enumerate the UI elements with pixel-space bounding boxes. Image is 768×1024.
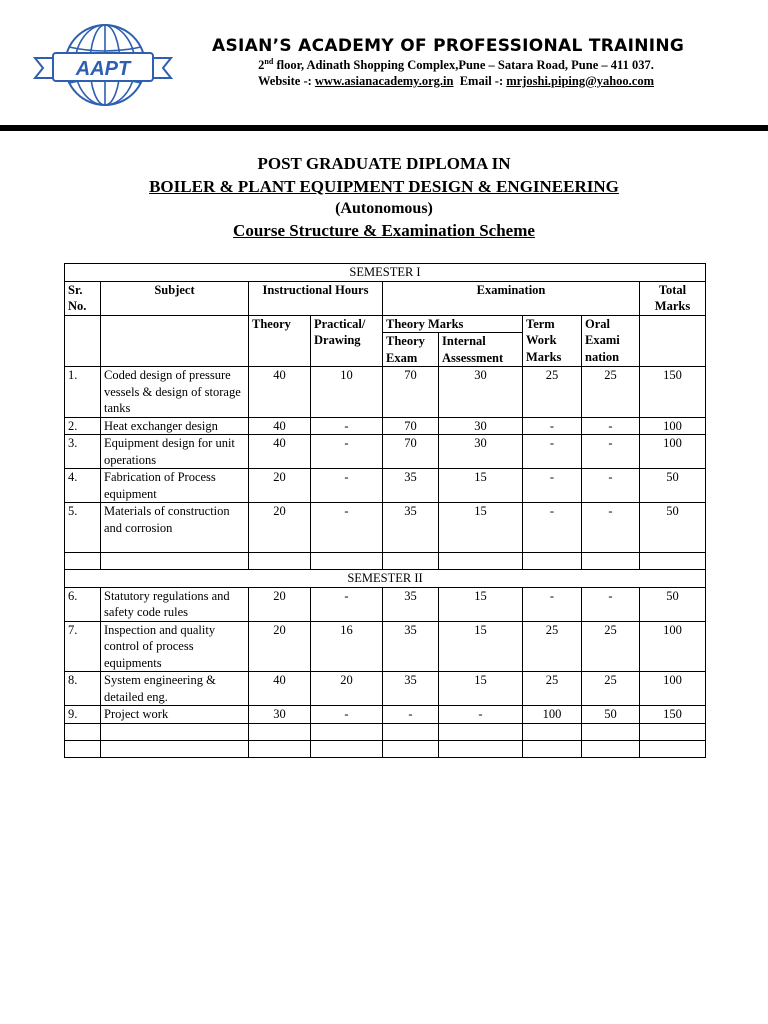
cell-practical-hours: -: [311, 706, 383, 724]
cell-subject: System engineering & detailed eng.: [101, 672, 249, 706]
table-row: [65, 417, 706, 435]
cell-practical-hours: -: [311, 503, 383, 553]
header-empty: [65, 315, 101, 367]
cell-total-marks: 100: [640, 435, 706, 469]
blank-cell: [65, 740, 101, 757]
website-label: Website -:: [257, 74, 315, 88]
cell-oral-exam: -: [582, 469, 640, 503]
blank-cell: [439, 553, 523, 570]
header-row-1: [65, 281, 706, 315]
blank-cell: [582, 740, 640, 757]
blank-cell: [439, 740, 523, 757]
cell-theory-exam: 35: [383, 503, 439, 553]
cell-internal-assessment: 15: [439, 587, 523, 621]
cell-internal-assessment: 15: [439, 469, 523, 503]
table-row: [65, 706, 706, 724]
cell-sr-no: 7.: [65, 621, 101, 672]
blank-cell: [582, 553, 640, 570]
cell-subject: Equipment design for unit operations: [101, 435, 249, 469]
header-row-2: [65, 315, 706, 333]
blank-cell: [101, 553, 249, 570]
header-examination: Examination: [383, 281, 640, 315]
blank-cell: [101, 723, 249, 740]
blank-cell: [640, 740, 706, 757]
contact-line: [196, 74, 716, 89]
cell-theory-hours: 40: [249, 417, 311, 435]
blank-cell: [640, 553, 706, 570]
cell-subject: Fabrication of Process equipment: [101, 469, 249, 503]
cell-internal-assessment: 30: [439, 435, 523, 469]
semester-row: [65, 264, 706, 282]
header-empty: [640, 315, 706, 367]
title-line-3: (Autonomous): [335, 200, 433, 217]
blank-cell: [523, 740, 582, 757]
cell-total-marks: 100: [640, 417, 706, 435]
cell-theory-hours: 20: [249, 469, 311, 503]
header-sr-no: Sr. No.: [65, 281, 101, 315]
table-row: [65, 587, 706, 621]
table-row: [65, 367, 706, 418]
cell-total-marks: 50: [640, 469, 706, 503]
header-theory-exam: Theory Exam: [383, 333, 439, 367]
cell-oral-exam: -: [582, 503, 640, 553]
cell-total-marks: 50: [640, 503, 706, 553]
cell-practical-hours: 20: [311, 672, 383, 706]
title-line-1: POST GRADUATE DIPLOMA IN: [257, 154, 511, 173]
cell-theory-exam: 70: [383, 435, 439, 469]
cell-oral-exam: 25: [582, 621, 640, 672]
aapt-logo: [33, 22, 173, 108]
cell-subject: Heat exchanger design: [101, 417, 249, 435]
cell-subject: Statutory regulations and safety code rules: [101, 587, 249, 621]
email-link[interactable]: mrjoshi.piping@yahoo.com: [506, 74, 655, 88]
cell-term-work: -: [523, 469, 582, 503]
cell-subject: Materials of construction and corrosion: [101, 503, 249, 553]
blank-row: [65, 723, 706, 740]
blank-cell: [311, 553, 383, 570]
semester-2-label: SEMESTER II: [65, 570, 706, 588]
cell-oral-exam: -: [582, 435, 640, 469]
organization-name: ASIAN’S ACADEMY OF PROFESSIONAL TRAINING: [212, 36, 685, 56]
cell-theory-hours: 40: [249, 367, 311, 418]
cell-sr-no: 9.: [65, 706, 101, 724]
blank-row: [65, 553, 706, 570]
cell-sr-no: 2.: [65, 417, 101, 435]
cell-theory-exam: 35: [383, 672, 439, 706]
examination-scheme-table: [64, 263, 706, 758]
table-row: [65, 672, 706, 706]
blank-cell: [383, 553, 439, 570]
cell-theory-exam: 35: [383, 621, 439, 672]
header-instructional-hours: Instructional Hours: [249, 281, 383, 315]
cell-term-work: -: [523, 435, 582, 469]
cell-practical-hours: -: [311, 469, 383, 503]
blank-cell: [65, 723, 101, 740]
cell-theory-exam: 70: [383, 417, 439, 435]
cell-internal-assessment: 15: [439, 621, 523, 672]
header-oral-examination: Oral Exami nation: [582, 315, 640, 367]
cell-practical-hours: 16: [311, 621, 383, 672]
cell-theory-hours: 40: [249, 672, 311, 706]
table-row: [65, 435, 706, 469]
cell-oral-exam: -: [582, 587, 640, 621]
cell-theory-exam: 35: [383, 587, 439, 621]
cell-sr-no: 4.: [65, 469, 101, 503]
cell-term-work: 25: [523, 672, 582, 706]
cell-total-marks: 50: [640, 587, 706, 621]
header-practical-drawing: Practical/ Drawing: [311, 315, 383, 367]
cell-oral-exam: -: [582, 417, 640, 435]
cell-theory-hours: 20: [249, 503, 311, 553]
cell-term-work: -: [523, 503, 582, 553]
address-text: floor, Adinath Shopping Complex,Pune – Satara Road, Pune – 411 037.: [273, 58, 654, 73]
cell-practical-hours: 10: [311, 367, 383, 418]
cell-sr-no: 3.: [65, 435, 101, 469]
header-subject: Subject: [101, 281, 249, 315]
cell-internal-assessment: -: [439, 706, 523, 724]
blank-cell: [523, 723, 582, 740]
table-row: [65, 503, 706, 553]
header-empty: [101, 315, 249, 367]
address-floor-suffix: nd: [264, 57, 274, 66]
blank-cell: [640, 723, 706, 740]
blank-cell: [439, 723, 523, 740]
header-internal-assessment: Internal Assessment: [439, 333, 523, 367]
cell-subject: Project work: [101, 706, 249, 724]
cell-theory-hours: 30: [249, 706, 311, 724]
blank-cell: [383, 740, 439, 757]
cell-theory-exam: 35: [383, 469, 439, 503]
cell-oral-exam: 25: [582, 367, 640, 418]
header-term-work-marks: Term Work Marks: [523, 315, 582, 367]
blank-cell: [311, 723, 383, 740]
header-total-marks: Total Marks: [640, 281, 706, 315]
logo-text: AAPT: [75, 58, 131, 80]
cell-total-marks: 100: [640, 621, 706, 672]
cell-theory-exam: 70: [383, 367, 439, 418]
blank-cell: [383, 723, 439, 740]
address-line: [196, 57, 716, 73]
cell-practical-hours: -: [311, 587, 383, 621]
blank-cell: [65, 553, 101, 570]
cell-theory-hours: 20: [249, 587, 311, 621]
header-divider: [0, 125, 768, 131]
blank-cell: [249, 740, 311, 757]
cell-theory-hours: 20: [249, 621, 311, 672]
cell-sr-no: 5.: [65, 503, 101, 553]
address-floor: 2: [258, 58, 265, 73]
cell-internal-assessment: 30: [439, 367, 523, 418]
cell-practical-hours: -: [311, 435, 383, 469]
cell-theory-hours: 40: [249, 435, 311, 469]
cell-term-work: -: [523, 587, 582, 621]
blank-cell: [101, 740, 249, 757]
cell-theory-exam: -: [383, 706, 439, 724]
cell-internal-assessment: 15: [439, 672, 523, 706]
cell-internal-assessment: 30: [439, 417, 523, 435]
cell-sr-no: 6.: [65, 587, 101, 621]
header-theory: Theory: [249, 315, 311, 367]
cell-sr-no: 8.: [65, 672, 101, 706]
semester-row: [65, 570, 706, 588]
cell-oral-exam: 50: [582, 706, 640, 724]
table-row: [65, 469, 706, 503]
cell-subject: Coded design of pressure vessels & design of storage tanks: [101, 367, 249, 418]
semester-1-label: SEMESTER I: [65, 264, 706, 282]
cell-sr-no: 1.: [65, 367, 101, 418]
header-theory-marks: Theory Marks: [383, 315, 523, 333]
cell-subject: Inspection and quality control of process equipments: [101, 621, 249, 672]
cell-term-work: 25: [523, 621, 582, 672]
title-line-4: Course Structure & Examination Scheme: [233, 221, 535, 240]
cell-practical-hours: -: [311, 417, 383, 435]
cell-oral-exam: 25: [582, 672, 640, 706]
cell-term-work: 25: [523, 367, 582, 418]
cell-term-work: -: [523, 417, 582, 435]
website-link[interactable]: www.asianacademy.org.in: [314, 74, 454, 88]
cell-total-marks: 100: [640, 672, 706, 706]
cell-total-marks: 150: [640, 706, 706, 724]
blank-row: [65, 740, 706, 757]
table-row: [65, 621, 706, 672]
blank-cell: [582, 723, 640, 740]
cell-term-work: 100: [523, 706, 582, 724]
blank-cell: [249, 553, 311, 570]
blank-cell: [249, 723, 311, 740]
blank-cell: [311, 740, 383, 757]
title-line-2: BOILER & PLANT EQUIPMENT DESIGN & ENGINEERING: [149, 177, 619, 196]
cell-total-marks: 150: [640, 367, 706, 418]
blank-cell: [523, 553, 582, 570]
email-label: Email -:: [459, 74, 507, 88]
cell-internal-assessment: 15: [439, 503, 523, 553]
